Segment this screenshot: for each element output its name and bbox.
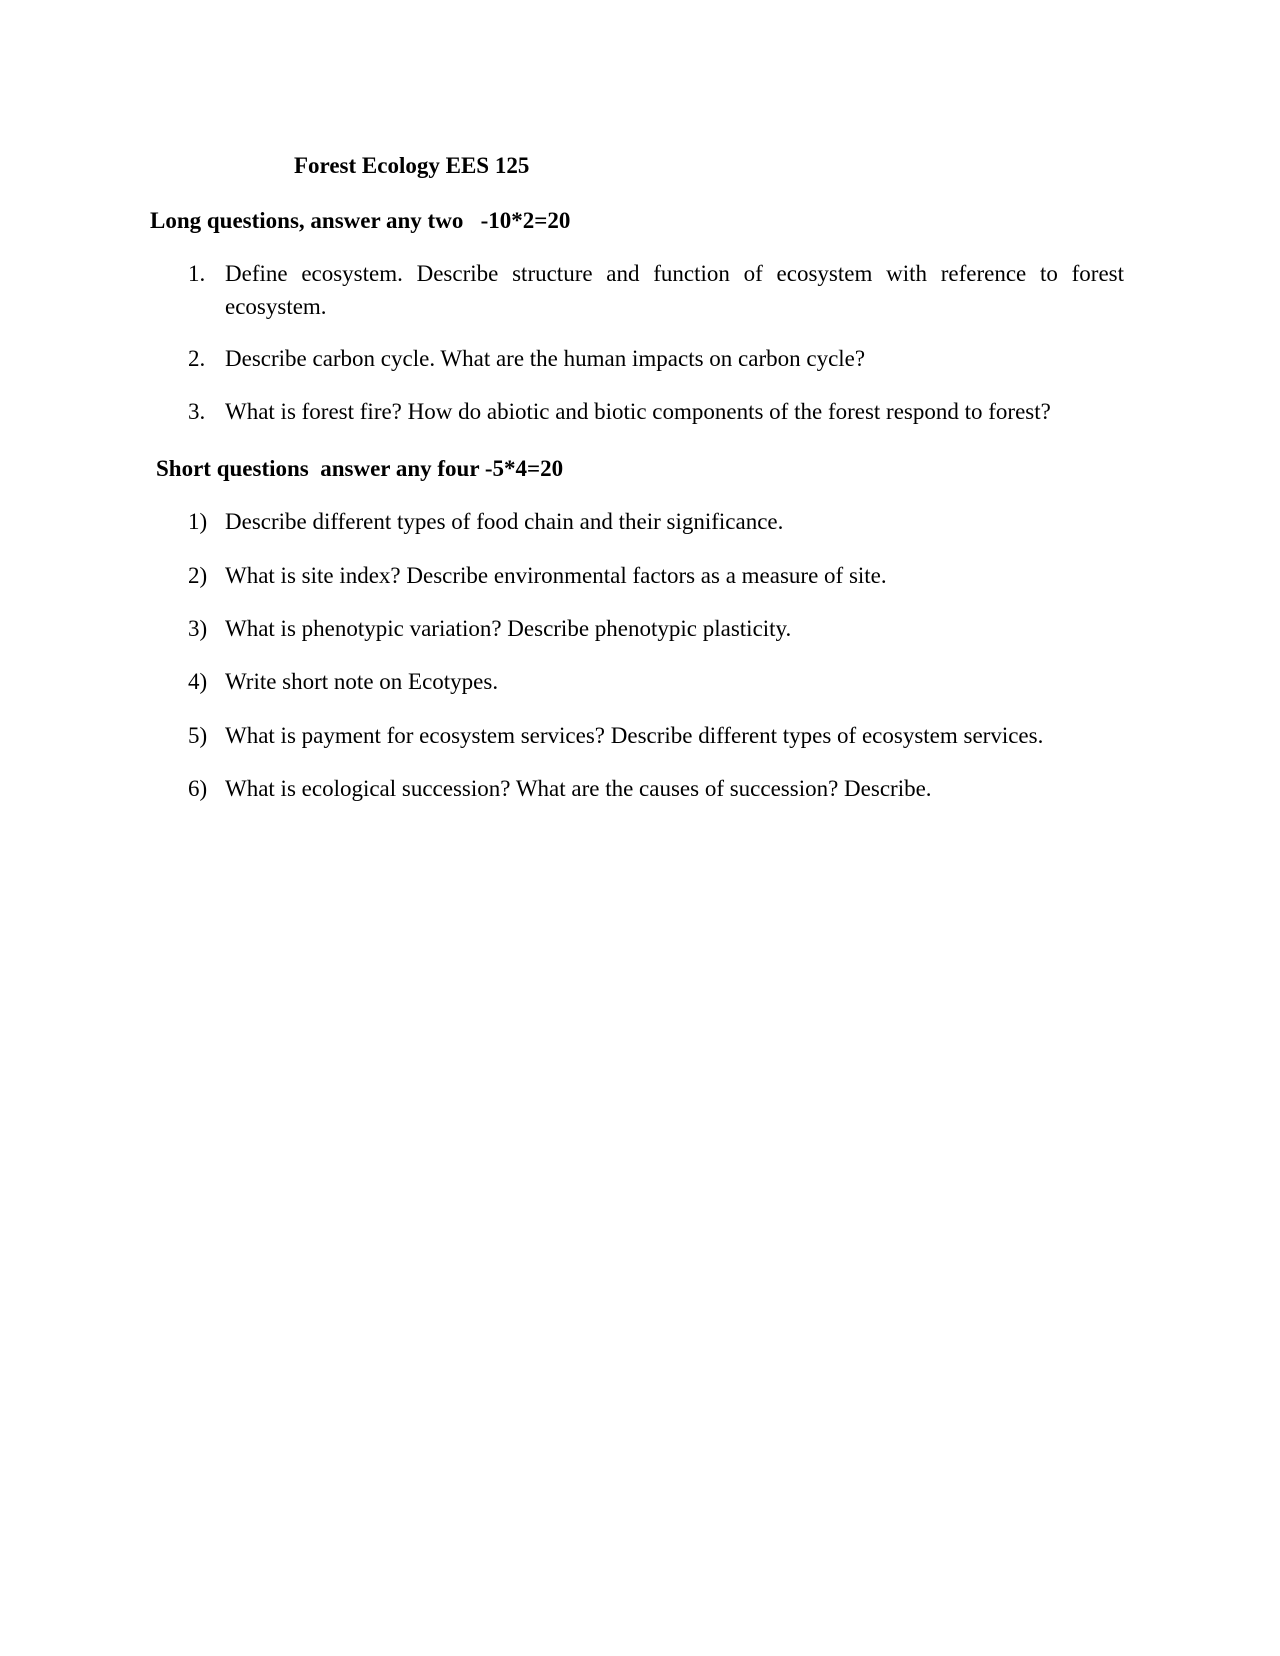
question-text: What is ecological succession? What are the causes of succession? Describe. [225,776,932,801]
question-text: Describe different types of food chain and their significance. [225,509,784,534]
question-text: What is payment for ecosystem services? Describe different types of ecosystem services. [225,723,1044,748]
short-questions-heading: Short questions answer any four -5*4=20 [156,456,564,481]
question-text: What is phenotypic variation? Describe phenotypic plasticity. [225,616,792,641]
question-number: 3. [188,399,206,424]
question-number: 2. [188,346,206,371]
question-text: Write short note on Ecotypes. [225,669,499,694]
question-text: Define ecosystem. Describe structure and function of ecosystem with reference to forest ecosystem. [225,261,1124,319]
question-number: 4) [188,669,208,694]
long-questions-heading: Long questions, answer any two -10*2=20 [150,208,571,233]
short-question-item [188,559,1124,592]
question-text: What is forest fire? How do abiotic and biotic components of the forest respond to forest? [225,399,1051,424]
long-question-item [188,342,1124,375]
question-text: What is site index? Describe environmental factors as a measure of site. [225,563,887,588]
question-number: 6) [188,776,208,801]
short-question-item [188,505,1124,538]
page-title: Forest Ecology EES 125 [294,153,530,178]
question-number: 2) [188,563,208,588]
short-question-item [188,772,1124,805]
long-question-item [188,395,1124,428]
short-question-item [188,612,1124,645]
question-number: 1) [188,509,208,534]
long-question-item [188,257,1124,323]
short-question-item [188,719,1124,752]
question-number: 1. [188,261,206,286]
question-number: 3) [188,616,208,641]
question-number: 5) [188,723,208,748]
short-question-item [188,665,1124,698]
question-text: Describe carbon cycle. What are the human impacts on carbon cycle? [225,346,866,371]
